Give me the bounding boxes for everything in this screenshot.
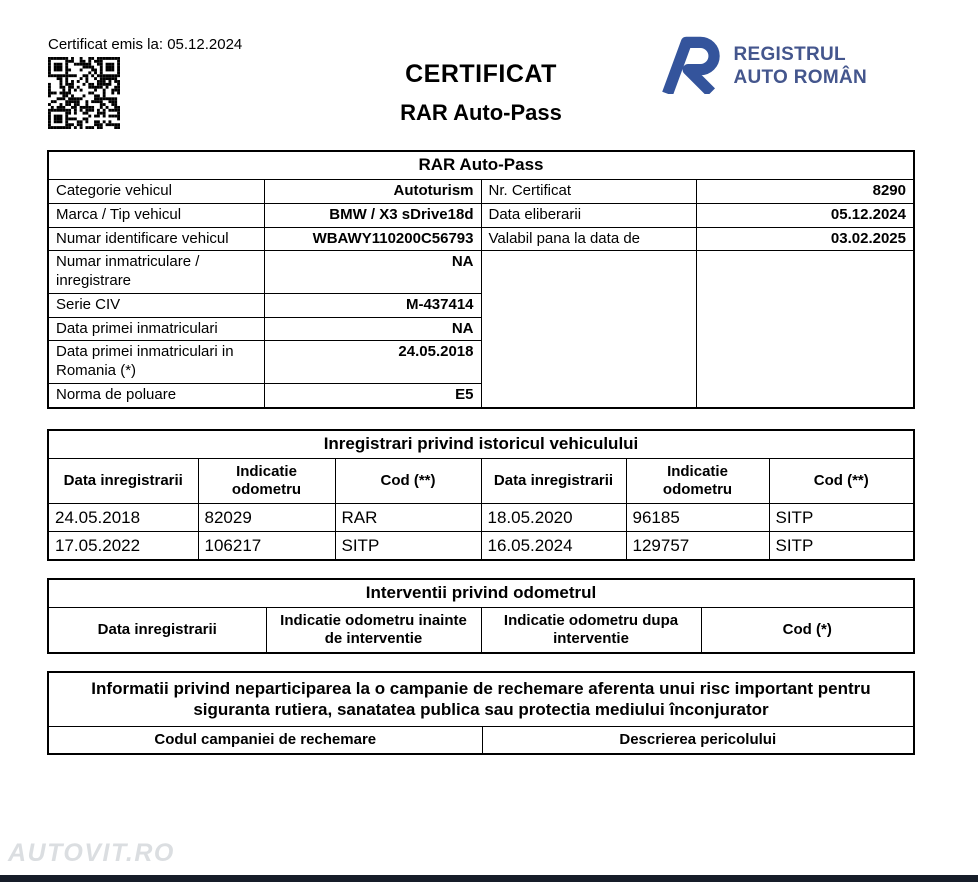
- label-numar-inmatriculare: Numar inmatriculare / inregistrare: [48, 251, 264, 294]
- vehicle-info-table: [47, 150, 915, 409]
- column-header: Descrierea pericolului: [482, 726, 914, 754]
- column-header: Cod (**): [335, 458, 481, 503]
- column-header: Indicatie odometru dupa interventie: [481, 608, 701, 654]
- history-cell: 106217: [198, 531, 335, 560]
- table-row: [48, 251, 914, 294]
- value-norma-de-poluare: E5: [264, 383, 481, 407]
- value-categorie-vehicul: Autoturism: [264, 180, 481, 204]
- value-data-eliberarii: 05.12.2024: [696, 203, 914, 227]
- header: [47, 0, 915, 150]
- rar-logo-icon: [661, 34, 723, 99]
- value-numar-inmatriculare: NA: [264, 251, 481, 294]
- rar-logo-text: [733, 44, 867, 89]
- label-serie-civ: Serie CIV: [48, 293, 264, 317]
- table-title-row: [48, 579, 914, 608]
- table-row: [48, 203, 914, 227]
- history-cell: 18.05.2020: [481, 503, 626, 531]
- value-data-primei-inmatriculari-romania: 24.05.2018: [264, 341, 481, 384]
- value-valabil-pana: 03.02.2025: [696, 227, 914, 251]
- logo-text-line2: AUTO ROMÂN: [733, 66, 867, 88]
- history-cell: SITP: [769, 531, 914, 560]
- history-header-row: [48, 458, 914, 503]
- recall-info-text: Informatii privind neparticiparea la o campanie de rechemare aferenta unui risc important pentru siguranta rutiera, sanatatea publica sau protectia mediului înconjurator: [48, 672, 914, 726]
- table-row: [48, 531, 914, 560]
- table-title-row: [48, 151, 914, 180]
- value-serie-civ: M-437414: [264, 293, 481, 317]
- label-data-eliberarii: Data eliberarii: [481, 203, 696, 227]
- history-cell: RAR: [335, 503, 481, 531]
- recall-table: [47, 671, 915, 755]
- interventions-header-row: [48, 608, 914, 654]
- column-header: Data inregistrarii: [48, 458, 198, 503]
- label-marca-tip-vehicul: Marca / Tip vehicul: [48, 203, 264, 227]
- table-row: [48, 503, 914, 531]
- column-header: Indicatie odometru: [198, 458, 335, 503]
- history-cell: 82029: [198, 503, 335, 531]
- logo-text-line1: REGISTRUL: [733, 44, 846, 66]
- column-header: Codul campaniei de rechemare: [48, 726, 482, 754]
- column-header: Indicatie odometru inainte de interventie: [266, 608, 481, 654]
- history-cell: SITP: [769, 503, 914, 531]
- bottom-bar: [0, 875, 978, 882]
- rar-logo: [661, 34, 867, 99]
- interventions-title: Interventii privind odometrul: [48, 579, 914, 608]
- history-cell: 17.05.2022: [48, 531, 198, 560]
- label-nr-certificat: Nr. Certificat: [481, 180, 696, 204]
- empty-cell: [481, 251, 696, 408]
- issue-date-text: Certificat emis la: 05.12.2024: [48, 36, 243, 53]
- history-cell: 16.05.2024: [481, 531, 626, 560]
- label-categorie-vehicul: Categorie vehicul: [48, 180, 264, 204]
- interventions-table: [47, 578, 915, 654]
- history-cell: 129757: [626, 531, 769, 560]
- table-row: [48, 180, 914, 204]
- recall-header-row: [48, 726, 914, 754]
- empty-cell: [696, 251, 914, 408]
- label-data-primei-inmatriculari: Data primei inmatriculari: [48, 317, 264, 341]
- column-header: Data inregistrarii: [481, 458, 626, 503]
- label-norma-de-poluare: Norma de poluare: [48, 383, 264, 407]
- value-numar-identificare: WBAWY110200C56793: [264, 227, 481, 251]
- vehicle-info-title: RAR Auto-Pass: [48, 151, 914, 180]
- title-certificat: CERTIFICAT: [405, 60, 557, 88]
- history-cell: 96185: [626, 503, 769, 531]
- table-title-row: [48, 672, 914, 726]
- column-header: Indicatie odometru: [626, 458, 769, 503]
- history-cell: SITP: [335, 531, 481, 560]
- column-header: Data inregistrarii: [48, 608, 266, 654]
- column-header: Cod (*): [701, 608, 914, 654]
- value-nr-certificat: 8290: [696, 180, 914, 204]
- column-header: Cod (**): [769, 458, 914, 503]
- label-data-primei-inmatriculari-romania: Data primei inmatriculari in Romania (*): [48, 341, 264, 384]
- history-cell: 24.05.2018: [48, 503, 198, 531]
- history-title: Inregistrari privind istoricul vehiculului: [48, 430, 914, 459]
- table-row: [48, 227, 914, 251]
- label-valabil-pana: Valabil pana la data de: [481, 227, 696, 251]
- history-table: [47, 429, 915, 562]
- title-rar-auto-pass: RAR Auto-Pass: [400, 100, 562, 125]
- value-marca-tip-vehicul: BMW / X3 sDrive18d: [264, 203, 481, 227]
- table-title-row: [48, 430, 914, 459]
- value-data-primei-inmatriculari: NA: [264, 317, 481, 341]
- autovit-watermark: AUTOVIT.RO: [8, 839, 175, 867]
- label-numar-identificare: Numar identificare vehicul: [48, 227, 264, 251]
